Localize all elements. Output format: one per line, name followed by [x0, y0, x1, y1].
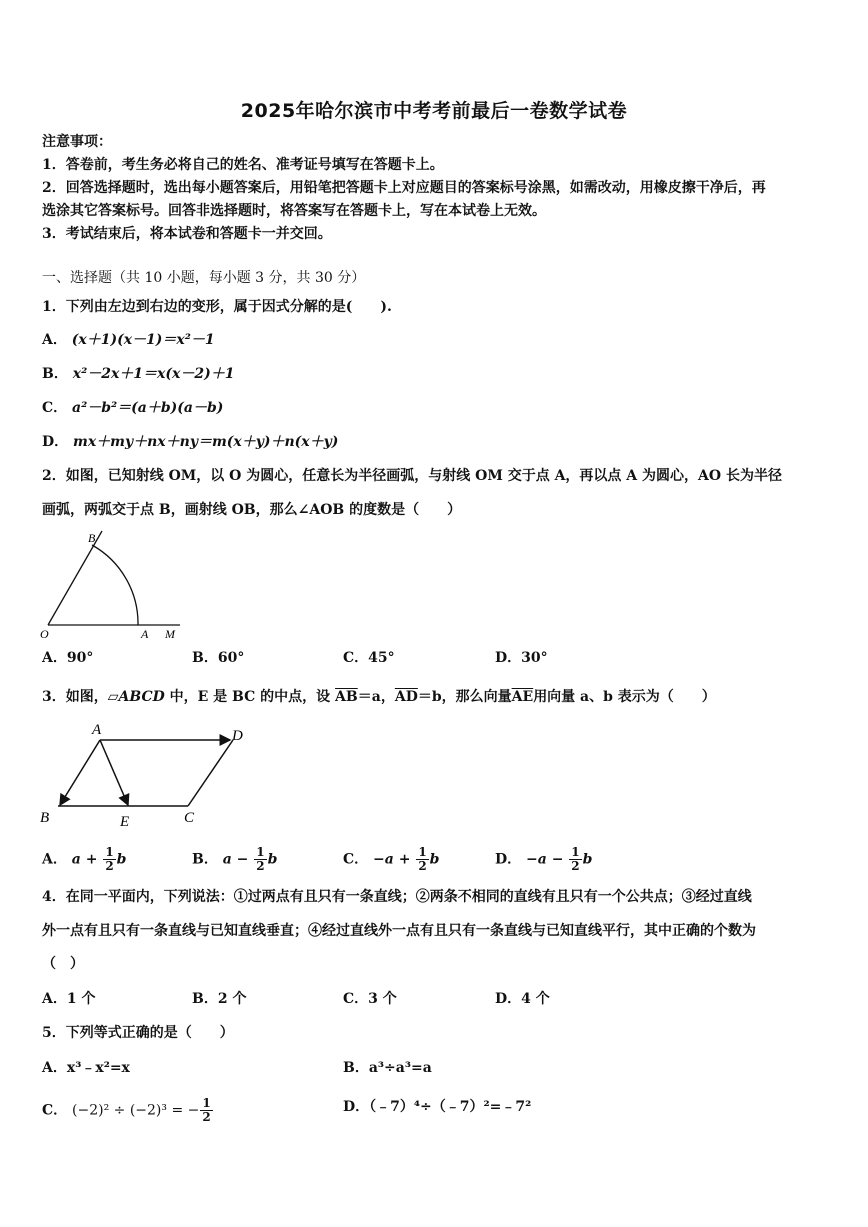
- q1-option-c: [42, 398, 223, 418]
- fraction: [200, 1097, 212, 1124]
- option-letter: A．: [42, 851, 67, 868]
- label-b: B: [40, 810, 50, 826]
- option-text: 1 个: [66, 991, 96, 1007]
- label-d: D: [232, 728, 243, 744]
- q3-figure: [38, 718, 253, 830]
- q2-stem-line-2: 画弧，两弧交于点 B，画射线 OB，那么∠AOB 的度数是（ ）: [42, 502, 462, 518]
- option-letter: C．: [42, 1102, 68, 1119]
- option-letter: D．: [495, 851, 522, 868]
- q3-option-a: [42, 846, 126, 873]
- numerator: 1: [418, 845, 427, 859]
- fraction: [569, 846, 581, 873]
- q2-option-d: [495, 648, 548, 668]
- option-text: x³﹣x²=x: [66, 1060, 130, 1076]
- option-pre: (−2)² ÷ (−2)³ = −: [72, 1102, 200, 1119]
- q3-option-c: [343, 846, 439, 873]
- option-text: 2 个: [217, 991, 247, 1007]
- q2-option-b: [192, 648, 244, 668]
- numerator: 1: [202, 1096, 211, 1110]
- page-title: 2025年哈尔滨市中考考前最后一卷数学试卷: [240, 100, 628, 122]
- q3-eq-b: ＝b: [417, 689, 442, 705]
- option-text: a³÷a³=a: [368, 1060, 432, 1076]
- option-letter: C．: [343, 991, 369, 1007]
- option-letter: D．: [42, 434, 69, 450]
- numerator: 1: [256, 845, 265, 859]
- option-letter: B．: [42, 366, 68, 382]
- numerator: 1: [105, 845, 114, 859]
- q3-option-d: [495, 846, 592, 873]
- option-letter: B．: [192, 851, 218, 868]
- arc-from-o: [92, 545, 138, 625]
- option-letter: D．: [343, 1099, 370, 1115]
- q2-option-c: [343, 648, 395, 668]
- q1-option-b: [42, 364, 234, 384]
- q1-option-a: [42, 330, 215, 350]
- option-letter: B．: [192, 991, 218, 1007]
- label-a: A: [141, 627, 149, 641]
- label-o: O: [40, 627, 49, 641]
- option-pre: a −: [222, 851, 254, 868]
- option-text: (x＋1)(x－1)＝x²－1: [71, 332, 215, 348]
- option-pre: a +: [71, 851, 103, 868]
- q4-stem-line-2: 外一点有且只有一条直线与已知直线垂直；④经过直线外一点有且只有一条直线与已知直线平行，其中正确的个数为: [42, 923, 756, 939]
- option-post: b: [429, 851, 440, 868]
- denominator: 2: [202, 1110, 211, 1124]
- option-letter: B．: [192, 650, 218, 666]
- notice-item-2-cont: 选涂其它答案标号。回答非选择题时，将答案写在答题卡上，写在本试卷上无效。: [42, 203, 546, 219]
- option-post: b: [116, 851, 127, 868]
- denominator: 2: [105, 859, 114, 873]
- fraction: [103, 846, 115, 873]
- option-post: b: [267, 851, 278, 868]
- label-e: E: [120, 814, 130, 830]
- fraction: [254, 846, 266, 873]
- q3-stem: [42, 687, 716, 707]
- label-a: A: [92, 722, 102, 738]
- q4-option-c: [343, 989, 397, 1009]
- notice-heading: 注意事项：: [42, 134, 112, 150]
- q5-option-c: [42, 1097, 214, 1124]
- q2-option-a: [42, 648, 93, 668]
- q5-option-a: [42, 1058, 130, 1078]
- q3-stem-prefix: 3．如图，: [42, 689, 108, 705]
- segment-cd: [188, 740, 233, 806]
- q3-stem-tail: ，那么向量: [441, 689, 512, 705]
- q2-figure: [40, 527, 185, 642]
- vector-ab: [60, 740, 100, 805]
- q5-option-d: [343, 1097, 531, 1117]
- option-text: 90°: [66, 650, 94, 666]
- option-pre: −a +: [373, 851, 416, 868]
- q3-vector-ad: $\overline{AD}$: [394, 689, 418, 705]
- option-text: 3 个: [368, 991, 397, 1007]
- denominator: 2: [418, 859, 427, 873]
- option-letter: C．: [343, 650, 369, 666]
- notice-item-2: 2．回答选择题时，选出每小题答案后，用铅笔把答题卡上对应题目的答案标号涂黑，如需改动，用橡皮擦干净后，再: [42, 180, 766, 196]
- q3-stem-mid: 中，E 是 BC 的中点，设: [164, 689, 336, 705]
- option-post: b: [582, 851, 593, 868]
- option-text: mx＋my＋nx＋ny＝m(x＋y)＋n(x＋y): [73, 434, 339, 450]
- q1-option-d: [42, 432, 338, 452]
- q3-eq-a: ＝a，: [357, 689, 395, 705]
- option-letter: A．: [42, 332, 67, 348]
- option-text: （﹣7）⁴÷（﹣7）²=﹣7²: [369, 1099, 532, 1115]
- q1-stem: 1．下列由左边到右边的变形，属于因式分解的是( ).: [42, 299, 392, 315]
- denominator: 2: [256, 859, 265, 873]
- ray-ob: [48, 531, 102, 625]
- notice-item-1: 1．答卷前，考生务必将自己的姓名、准考证号填写在答题卡上。: [42, 157, 444, 173]
- notice-item-3: 3．考试结束后，将本试卷和答题卡一并交回。: [42, 226, 332, 242]
- option-pre: −a −: [526, 851, 569, 868]
- option-text: a²－b²＝(a＋b)(a－b): [72, 400, 224, 416]
- option-letter: B．: [343, 1060, 369, 1076]
- q4-option-a: [42, 989, 96, 1009]
- option-text: 4 个: [521, 991, 550, 1007]
- q2-stem-line-1: 2．如图，已知射线 OM，以 O 为圆心，任意长为半径画弧，与射线 OM 交于点 A，再以点 A 为圆心，AO 长为半径: [42, 468, 782, 484]
- q4-option-b: [192, 989, 246, 1009]
- option-text: 30°: [521, 650, 548, 666]
- fraction: [416, 846, 428, 873]
- label-b: B: [88, 531, 96, 545]
- q3-vector-ab: $\overline{AB}$: [335, 689, 358, 705]
- q5-stem: 5．下列等式正确的是（ ）: [42, 1025, 234, 1041]
- label-m: M: [165, 627, 175, 641]
- option-letter: A．: [42, 1060, 67, 1076]
- q3-option-b: [192, 846, 277, 873]
- q4-stem-line-1: 4．在同一平面内，下列说法：①过两点有且只有一条直线；②两条不相同的直线有且只有一个公共点；③经过直线: [42, 889, 752, 905]
- option-letter: D．: [495, 991, 522, 1007]
- label-c: C: [184, 810, 195, 826]
- q3-parallelogram: ▱ABCD: [107, 689, 165, 705]
- option-letter: C．: [42, 400, 68, 416]
- option-letter: A．: [42, 650, 67, 666]
- vector-ae: [100, 740, 128, 805]
- option-letter: A．: [42, 991, 67, 1007]
- q4-stem-line-3: （ ）: [42, 956, 84, 972]
- option-text: 45°: [368, 650, 395, 666]
- section-heading: 一、选择题（共 10 小题，每小题 3 分，共 30 分）: [42, 270, 366, 286]
- option-text: x²－2x＋1＝x(x－2)＋1: [72, 366, 235, 382]
- q5-option-b: [343, 1058, 432, 1078]
- q3-stem-end: 用向量 a、b 表示为（ ）: [533, 689, 716, 705]
- q4-option-d: [495, 989, 550, 1009]
- option-letter: D．: [495, 650, 522, 666]
- option-text: 60°: [217, 650, 245, 666]
- denominator: 2: [571, 859, 580, 873]
- numerator: 1: [571, 845, 580, 859]
- q3-vector-ae: $\overline{AE}$: [511, 689, 534, 705]
- option-letter: C．: [343, 851, 369, 868]
